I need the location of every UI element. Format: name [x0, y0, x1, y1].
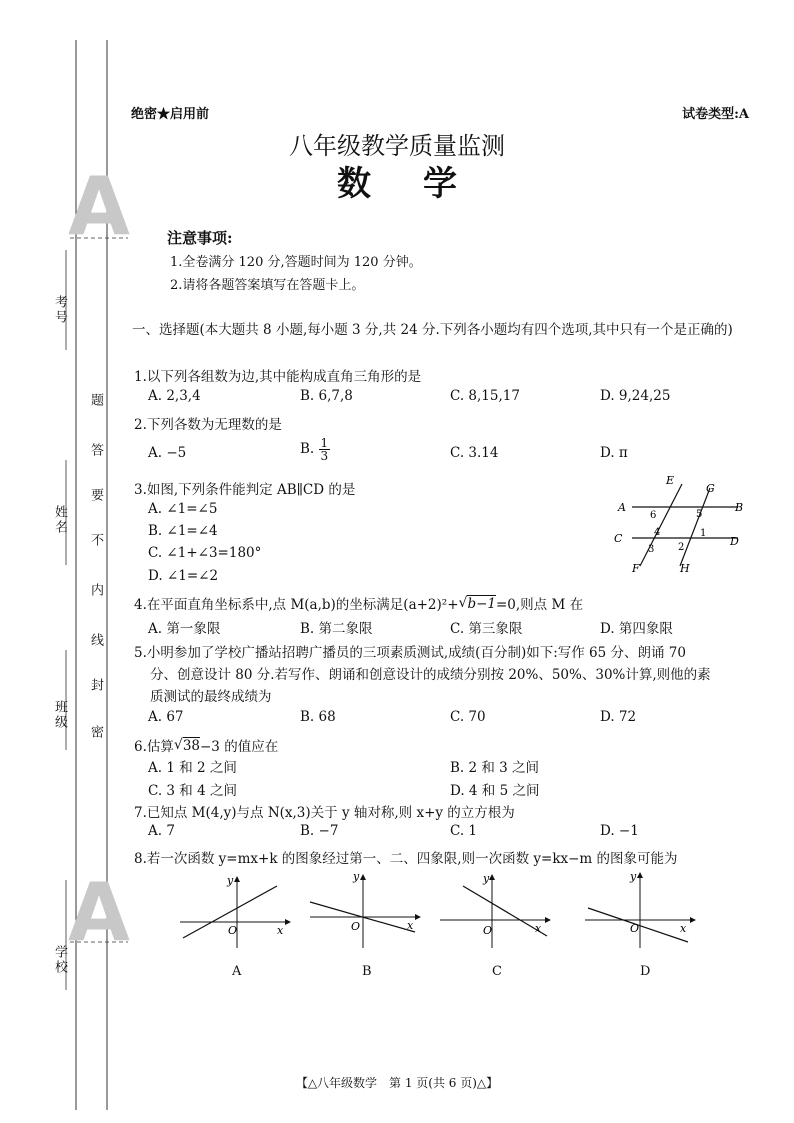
option: C. 3.14 — [450, 445, 499, 461]
seal-char: 要 — [88, 488, 103, 503]
seal-char: 封 — [88, 678, 103, 693]
fraction-numerator: 1 — [320, 436, 329, 450]
graph-option-a — [175, 870, 295, 950]
y-axis-label: y — [483, 872, 490, 885]
graph-label: C — [492, 964, 502, 979]
seal-char: 线 — [88, 633, 103, 648]
option-fraction — [300, 437, 330, 462]
option: C. 第三象限 — [450, 621, 523, 637]
option: B. 2 和 3 之间 — [450, 760, 540, 776]
option: D. ∠1=∠2 — [148, 568, 219, 584]
option: B. 6,7,8 — [300, 388, 353, 404]
stem-part: 6.估算 — [134, 739, 174, 755]
fig-label: D — [730, 535, 739, 548]
option: B. 68 — [300, 709, 336, 725]
question-stem-line: 分、创意设计 80 分.若写作、朗诵和创意设计的成绩分别按 20%、50%、30%计算,则他的素 — [150, 667, 711, 683]
fraction — [319, 437, 331, 462]
seal-char: 密 — [88, 725, 103, 740]
option: A. 2,3,4 — [148, 388, 201, 404]
origin-label: O — [351, 920, 361, 933]
option: A. 第一象限 — [148, 621, 221, 637]
question-stem-line: 质测试的最终成绩为 — [150, 689, 272, 705]
angle-label: 3 — [648, 544, 655, 555]
graph-label: A — [232, 964, 242, 979]
angle-label: 2 — [678, 542, 685, 553]
question-stem: 8.若一次函数 y=mx+k 的图象经过第一、二、四象限,则一次函数 y=kx−m 的图象可能为 — [134, 851, 678, 867]
option: C. 3 和 4 之间 — [148, 783, 237, 799]
option: A. 67 — [148, 709, 184, 725]
sqrt-radicand: b−1 — [467, 595, 496, 612]
seal-char: 题 — [88, 393, 103, 408]
option: A. −5 — [148, 445, 187, 461]
fig-label: G — [706, 482, 715, 495]
option: D. 72 — [600, 709, 637, 725]
question-stem — [134, 593, 583, 613]
x-axis-label: x — [407, 919, 414, 932]
angle-label: 5 — [696, 509, 703, 520]
option: C. 8,15,17 — [450, 388, 520, 404]
graph-option-c — [435, 870, 555, 950]
angle-label: 1 — [700, 528, 707, 539]
graph-option-b — [305, 870, 425, 950]
notice-title: 注意事项: — [167, 229, 233, 247]
exam-title: 八年级教学质量监测 — [289, 132, 505, 160]
option: C. ∠1+∠3=180° — [148, 545, 262, 561]
origin-label: O — [228, 924, 238, 937]
fig-label: A — [618, 501, 626, 514]
label-class: 班级 — [52, 700, 67, 730]
origin-label: O — [483, 924, 493, 937]
stem-part: −3 的值应在 — [200, 739, 279, 755]
option: D. π — [600, 445, 628, 461]
question-stem — [134, 735, 278, 755]
stem-part: 4.在平面直角坐标系中,点 M(a,b)的坐标满足(a+2)²+ — [134, 597, 459, 613]
fig-label: H — [680, 562, 690, 575]
question-stem: 1.以下列各组数为边,其中能构成直角三角形的是 — [134, 369, 422, 385]
angle-label: 4 — [654, 527, 661, 538]
option: B. −7 — [300, 823, 339, 839]
sqrt-radicand: 38 — [182, 737, 200, 754]
stem-part: =0,则点 M 在 — [495, 597, 584, 613]
question-stem: 2.下列各数为无理数的是 — [134, 417, 282, 433]
page-footer: 【△八年级数学 第 1 页(共 6 页)△】 — [295, 1076, 499, 1090]
paper-type: 试卷类型:A — [682, 107, 749, 122]
fig-label: B — [735, 501, 744, 514]
seal-char: 内 — [88, 583, 103, 598]
question-stem: 3.如图,下列条件能判定 AB∥CD 的是 — [134, 482, 356, 498]
fig-label: C — [614, 532, 623, 545]
label-school: 学校 — [52, 945, 67, 975]
x-axis-label: x — [680, 922, 687, 935]
fig-label: E — [666, 474, 675, 487]
x-axis-label: x — [535, 922, 542, 935]
origin-label: O — [630, 922, 640, 935]
fig-label: F — [632, 562, 640, 575]
y-axis-label: y — [353, 870, 360, 883]
watermark-letter-top: A — [68, 160, 130, 253]
label-exam-number: 考号 — [52, 295, 67, 325]
notice-item: 2.请将各题答案填写在答题卡上。 — [170, 278, 365, 293]
graph-label: D — [640, 964, 651, 979]
label-name: 姓名 — [52, 505, 67, 535]
question-stem-line: 5.小明参加了学校广播站招聘广播员的三项素质测试,成绩(百分制)如下:写作 65 分、朗诵 70 — [134, 645, 686, 661]
x-axis-label: x — [277, 924, 284, 937]
fraction-denominator: 3 — [320, 449, 329, 463]
option: D. 4 和 5 之间 — [450, 783, 540, 799]
sqrt-sign-icon: √ — [173, 737, 183, 753]
option: C. 1 — [450, 823, 478, 839]
angle-label: 6 — [650, 510, 657, 521]
option: A. 7 — [148, 823, 175, 839]
question-stem: 7.已知点 M(4,y)与点 N(x,3)关于 y 轴对称,则 x+y 的立方根为 — [134, 805, 515, 821]
option: B. 第二象限 — [300, 621, 373, 637]
y-axis-label: y — [227, 874, 234, 887]
sqrt-sign-icon: √ — [458, 595, 468, 611]
graph-option-d — [580, 870, 700, 950]
option-label: B. — [300, 441, 315, 457]
graph-label: B — [362, 964, 372, 979]
confidential-mark: 绝密★启用前 — [131, 107, 210, 122]
option: C. 70 — [450, 709, 486, 725]
notice-item: 1.全卷满分 120 分,答题时间为 120 分钟。 — [170, 255, 422, 270]
option: A. ∠1=∠5 — [148, 501, 218, 517]
option: A. 1 和 2 之间 — [148, 760, 237, 776]
option: B. ∠1=∠4 — [148, 523, 218, 539]
parallel-lines-figure — [610, 470, 750, 580]
watermark-letter-bottom: A — [68, 866, 130, 959]
option: D. −1 — [600, 823, 639, 839]
y-axis-label: y — [630, 870, 637, 883]
option: D. 9,24,25 — [600, 388, 671, 404]
section-title: 一、选择题(本大题共 8 小题,每小题 3 分,共 24 分.下列各小题均有四个选项,其中只有一个是正确的) — [132, 322, 733, 338]
option: D. 第四象限 — [600, 621, 673, 637]
seal-char: 答 — [88, 443, 103, 458]
seal-char: 不 — [88, 533, 103, 548]
subject-title: 数学 — [337, 164, 509, 204]
